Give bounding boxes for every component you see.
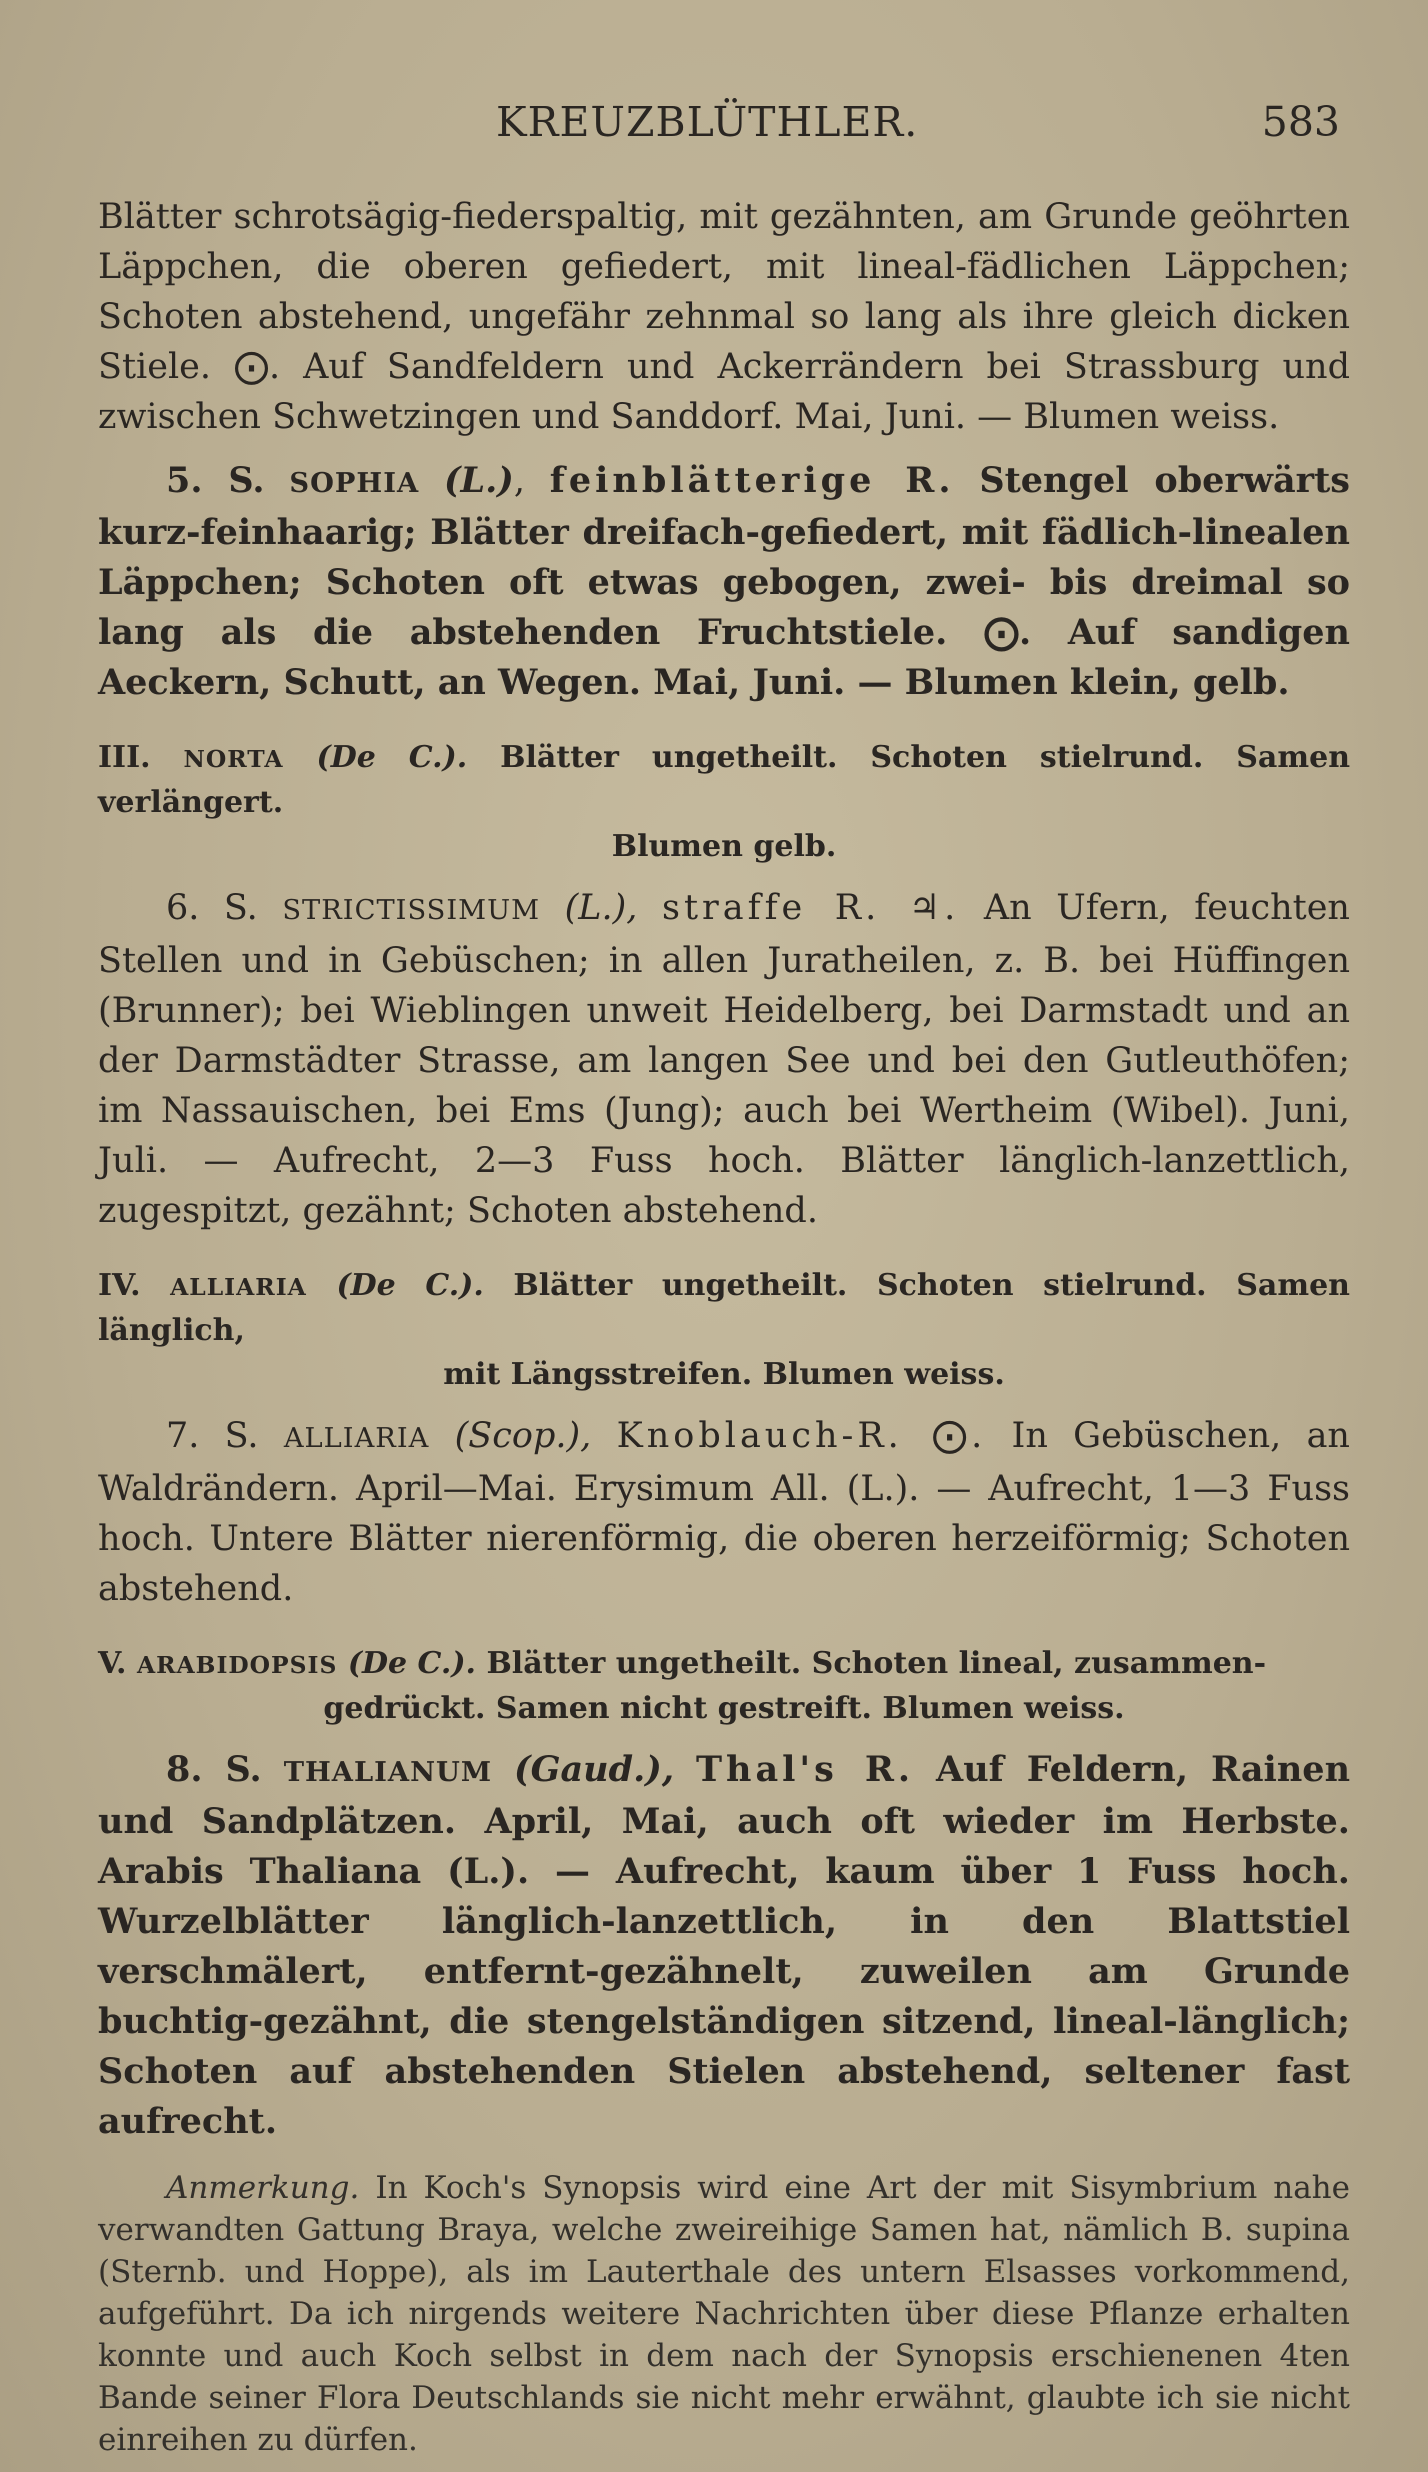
section-name: ARABIDOPSIS (136, 1651, 338, 1679)
section-number: III. (98, 740, 151, 775)
species-entry-8 (98, 1745, 1350, 2147)
section-line-2: mit Längsstreifen. Blumen weiss. (443, 1357, 1005, 1392)
entry-description: In Gebüschen, an Waldrändern. April—Mai. Erysimum All. (L.). — Aufrecht, 1—3 Fuss hoch. Untere Blätter nierenförmig, die oberen herzeiförmig; Schoten abstehend. (98, 1416, 1350, 1609)
section-authority: (De C.). (336, 1268, 484, 1303)
section-line-1: Blätter ungetheilt. Schoten stielrund. Samen länglich, (98, 1268, 1350, 1348)
section-line-2: gedrückt. Samen nicht gestreift. Blumen weiss. (323, 1691, 1125, 1726)
entry-number: 8. S. (166, 1749, 262, 1790)
species-name: SOPHIA (289, 467, 420, 499)
section-line-1: Blätter ungetheilt. Schoten stielrund. Samen verlängert. (98, 740, 1350, 820)
note-text: In Koch's Synopsis wird eine Art der mit Sisymbrium nahe verwandten Gattung Braya, welche zweireihige Samen hat, nämlich B. supina (Sternb. und Hoppe), als im Lauterthale des untern Elsasses vorkommend, aufgeführt. Da ich nirgends weitere Nachrichten über diese Pflanze erhalten konnte und auch Koch selbst in dem nach der Synopsis erschienenen 4ten Bande seiner Flora Deutschlands sie nicht mehr erwähnt, glaubte ich sie nicht einreihen zu dürfen. (98, 2170, 1350, 2458)
section-authority: (De C.). (316, 740, 468, 775)
running-head (96, 98, 1340, 158)
entry-description: An Ufern, feuchten Stellen und in Gebüschen; in allen Juratheilen, z. B. bei Hüffingen (Brunner); bei Wieblingen unweit Heidelberg, bei Darmstadt und an der Darmstädter Strasse, am langen See und bei den Gutleuthöfen; im Nassauischen, bei Ems (Jung); auch bei Wertheim (Wibel). Juni, Juli. — Aufrecht, 2—3 Fuss hoch. Blätter länglich-lanzettlich, zugespitzt, gezähnt; Schoten abstehend. (98, 888, 1350, 1231)
common-name: straffe R. ♃. (661, 888, 960, 928)
entry-description: Stengel oberwärts kurz-feinhaarig; Blätter dreifach-gefiedert, mit fädlich-linealen Läppchen; Schoten oft etwas gebogen, zwei- bis dreimal so lang als die abstehenden Fruchtstiele. ⨀. Auf sandigen Aeckern, Schutt, an Wegen. Mai, Juni. — Blumen klein, gelb. (98, 460, 1350, 703)
page-number: 583 (1261, 98, 1340, 146)
common-name: Thal's R. (695, 1749, 915, 1790)
continued-paragraph: Blätter schrotsägig-fiederspaltig, mit gezähnten, am Grunde geöhrten Läppchen, die oberen gefiedert, mit lineal-fädlichen Läppchen; Schoten abstehend, ungefähr zehnmal so lang als ihre gleich dicken Stiele. ⨀. Auf Sandfeldern und Ackerrändern bei Strassburg und zwischen Schwetzingen und Sanddorf. Mai, Juni. — Blumen weiss. (98, 197, 1350, 437)
entry-description: Auf Feldern, Rainen und Sandplätzen. April, Mai, auch oft wieder im Herbste. Arabis Thaliana (L.). — Aufrecht, kaum über 1 Fuss hoch. Wurzelblätter länglich-lanzettlich, in den Blattstiel verschmälert, entfernt-gezähnelt, zuweilen am Grunde buchtig-gezähnt, die stengelständigen sitzend, lineal-länglich; Schoten auf abstehenden Stielen abstehend, seltener fast aufrecht. (98, 1749, 1351, 2142)
species-entry-6 (98, 883, 1350, 1236)
section-iv (98, 1264, 1350, 1397)
section-v (98, 1642, 1350, 1731)
body-text (98, 192, 1350, 2461)
species-authority: (L.), (564, 888, 638, 928)
section-number: IV. (98, 1268, 141, 1303)
species-entry-5: 5. S. SOPHIA (L.), feinblätterige R. Stengel oberwärts kurz-feinhaarig; Blätter dreifach-gefiedert, mit fädlich-linealen Läppchen; Schoten oft etwas gebogen, zwei- bis dreimal so lang als die abstehenden Fruchtstiele. ⨀. Auf sandigen Aeckern, Schutt, an Wegen. Mai, Juni. — Blumen klein, gelb. (98, 460, 1350, 703)
entry-number: 5. S. (166, 460, 265, 501)
section-name: ALLIARIA (170, 1273, 307, 1301)
section-line-1: Blätter ungetheilt. Schoten lineal, zusammen- (486, 1646, 1267, 1681)
species-entry-7 (98, 1411, 1350, 1614)
section-line-2: Blumen gelb. (611, 829, 837, 864)
common-name: feinblätterige R. (549, 460, 955, 501)
species-authority: (Scop.), (454, 1416, 592, 1456)
entry-number: 6. S. (166, 888, 258, 928)
common-name: Knoblauch-R. ⨀. (616, 1416, 987, 1456)
section-name: NORTA (183, 745, 284, 773)
running-title: KREUZBLÜTHLER. (496, 98, 919, 146)
section-authority: (De C.). (347, 1646, 476, 1681)
species-name: STRICTISSIMUM (282, 895, 541, 926)
footnote-remark (98, 2167, 1350, 2461)
species-authority: (Gaud.), (514, 1749, 675, 1790)
species-name: THALIANUM (283, 1756, 493, 1788)
section-iii (98, 736, 1350, 869)
species-name: ALLIARIA (283, 1423, 430, 1454)
entry-number: 7. S. (166, 1416, 259, 1456)
species-authority: (L.) (443, 460, 514, 501)
note-label: Anmerkung. (166, 2170, 360, 2206)
section-number: V. (98, 1646, 127, 1681)
